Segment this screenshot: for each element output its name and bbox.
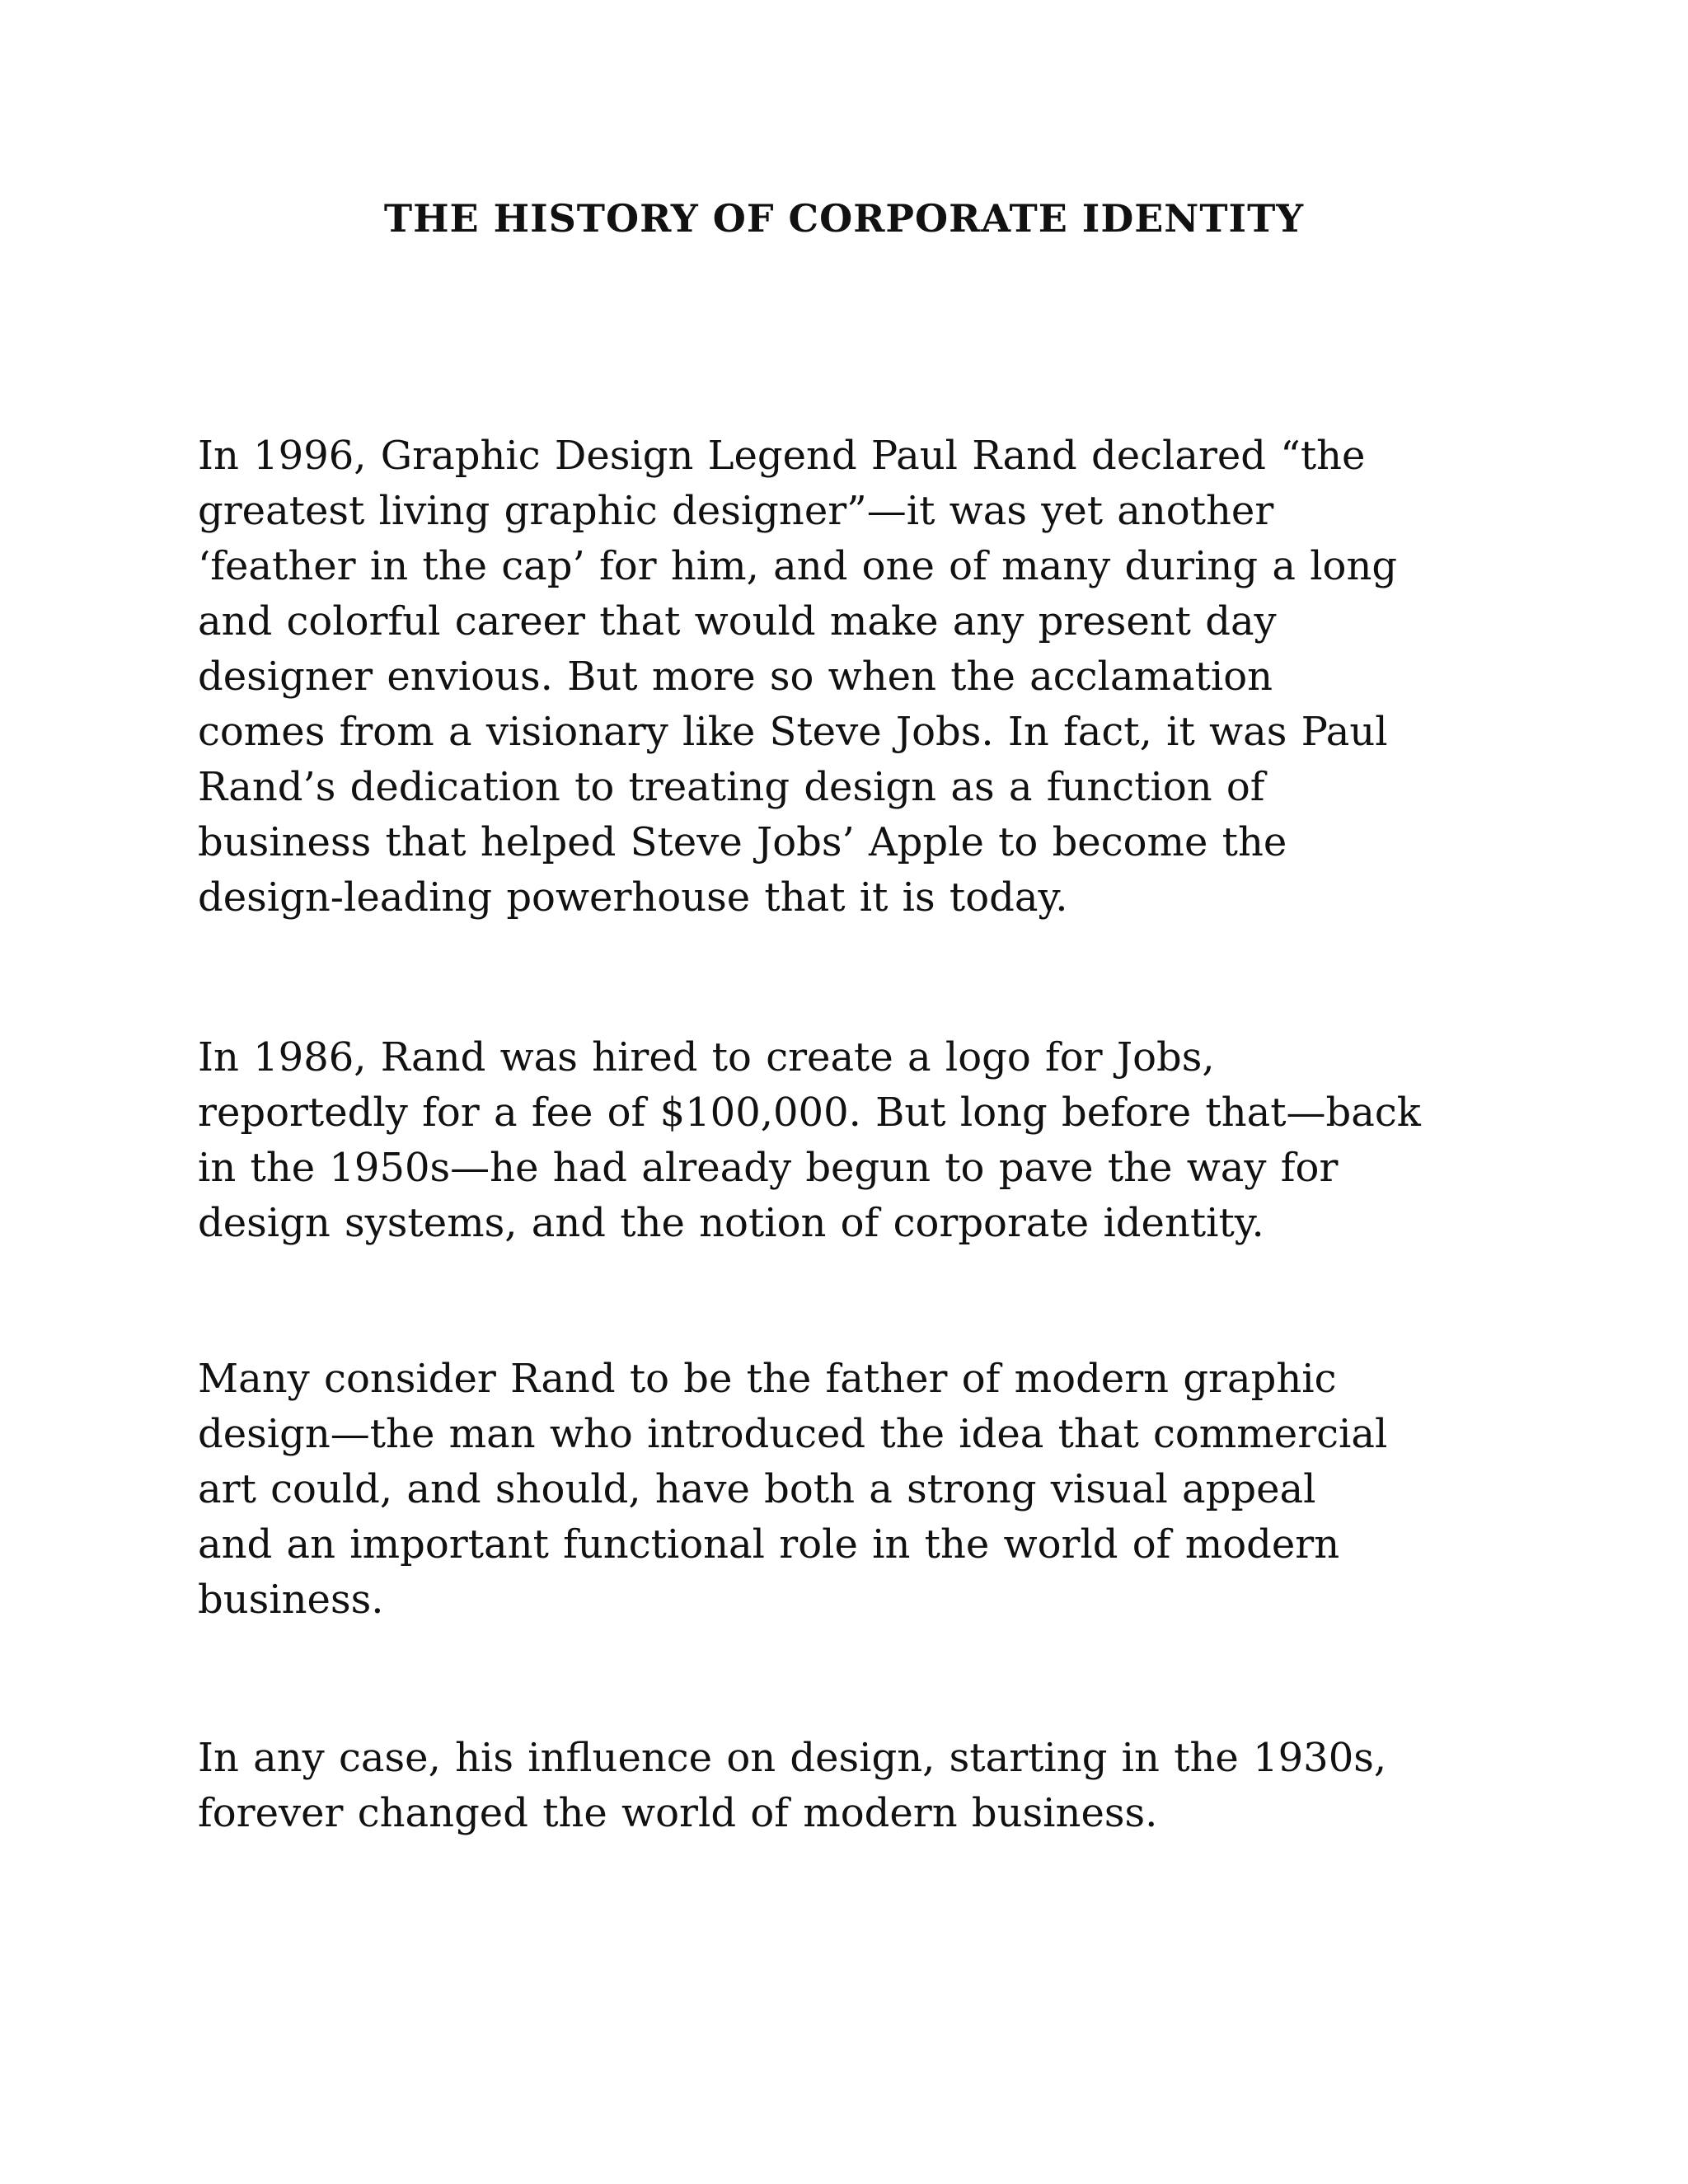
paragraph-line: greatest living graphic designer”—it was yet another (198, 488, 1274, 534)
paragraph-line: design-leading powerhouse that it is today. (198, 874, 1068, 921)
paragraph-line: and colorful career that would make any present day (198, 598, 1277, 644)
paragraph-line: ‘feather in the cap’ for him, and one of many during a long (198, 543, 1398, 589)
paragraph-line: business. (198, 1577, 384, 1623)
paragraph-line: Rand’s dedication to treating design as a function of (198, 764, 1265, 810)
paragraph-line: Many consider Rand to be the father of modern graphic (198, 1356, 1337, 1402)
paragraph-line: and an important functional role in the world of modern (198, 1521, 1340, 1568)
paragraph-3 (198, 1352, 1517, 1628)
paragraph-line: design—the man who introduced the idea that commercial (198, 1411, 1388, 1457)
paragraph-line: comes from a visionary like Steve Jobs. In fact, it was Paul (198, 709, 1388, 755)
paragraph-line: In any case, his influence on design, starting in the 1930s, (198, 1735, 1387, 1781)
paragraph-line: In 1986, Rand was hired to create a logo for Jobs, (198, 1034, 1215, 1080)
paragraph-4 (198, 1731, 1517, 1841)
paragraph-line: reportedly for a fee of $100,000. But long before that—back (198, 1090, 1421, 1136)
paragraph-2 (198, 1030, 1517, 1251)
paragraph-line: design systems, and the notion of corporate identity. (198, 1200, 1264, 1246)
paragraph-line: in the 1950s—he had already begun to pave the way for (198, 1145, 1339, 1191)
paragraph-line: forever changed the world of modern business. (198, 1790, 1158, 1836)
paragraph-line: In 1996, Graphic Design Legend Paul Rand declared “the (198, 433, 1366, 479)
document-title: THE HISTORY OF CORPORATE IDENTITY (383, 196, 1305, 241)
paragraph-1 (198, 429, 1517, 926)
paragraph-line: art could, and should, have both a strong visual appeal (198, 1466, 1316, 1512)
paragraph-line: business that helped Steve Jobs’ Apple to become the (198, 819, 1287, 865)
paragraph-line: designer envious. But more so when the acclamation (198, 654, 1273, 700)
